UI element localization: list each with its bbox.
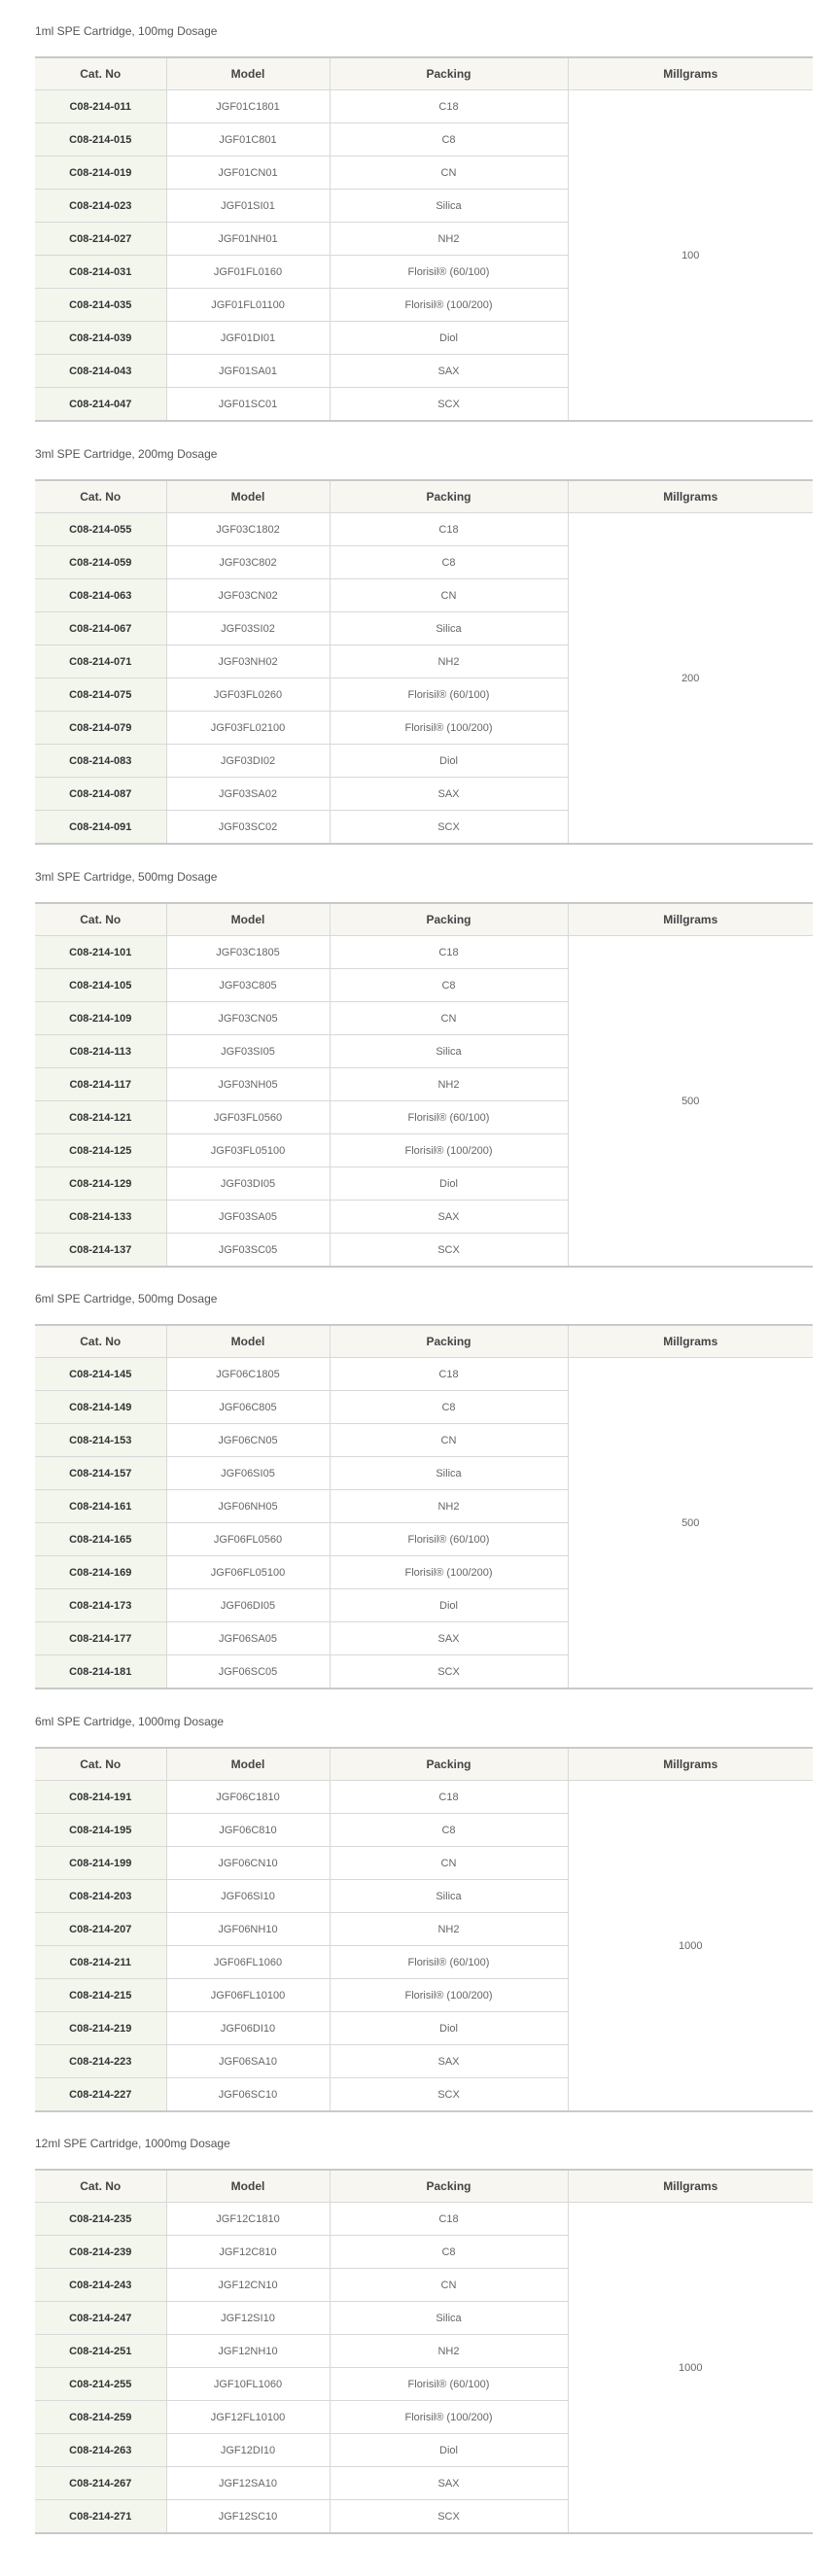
cat-no-cell: C08-214-019 — [35, 157, 166, 190]
header-model: Model — [166, 1325, 330, 1358]
cat-no-cell: C08-214-219 — [35, 2012, 166, 2045]
cat-no-cell: C08-214-207 — [35, 1913, 166, 1946]
header-millgrams: Millgrams — [568, 903, 813, 936]
packing-cell: Diol — [330, 2434, 568, 2467]
model-cell: JGF12CN10 — [166, 2269, 330, 2302]
model-cell: JGF12NH10 — [166, 2335, 330, 2368]
millgrams-cell: 100 — [568, 90, 813, 422]
header-cat-no: Cat. No — [35, 903, 166, 936]
packing-cell: NH2 — [330, 2335, 568, 2368]
cat-no-cell: C08-214-259 — [35, 2401, 166, 2434]
section-title: 1ml SPE Cartridge, 100mg Dosage — [35, 24, 218, 38]
model-cell: JGF06C1810 — [166, 1781, 330, 1814]
cat-no-cell: C08-214-059 — [35, 546, 166, 579]
packing-cell: C18 — [330, 1358, 568, 1391]
millgrams-cell: 500 — [568, 936, 813, 1268]
model-cell: JGF03SA05 — [166, 1201, 330, 1234]
cat-no-cell: C08-214-109 — [35, 1002, 166, 1035]
packing-cell: SAX — [330, 2467, 568, 2500]
cat-no-cell: C08-214-133 — [35, 1201, 166, 1234]
header-millgrams: Millgrams — [568, 1325, 813, 1358]
packing-cell: C18 — [330, 1781, 568, 1814]
cat-no-cell: C08-214-263 — [35, 2434, 166, 2467]
cat-no-cell: C08-214-027 — [35, 223, 166, 256]
model-cell: JGF06SA05 — [166, 1622, 330, 1655]
packing-cell: Silica — [330, 190, 568, 223]
model-cell: JGF01FL01100 — [166, 289, 330, 322]
packing-cell: Florisil® (100/200) — [330, 1134, 568, 1167]
model-cell: JGF01SI01 — [166, 190, 330, 223]
table-header-row — [35, 903, 813, 936]
model-cell: JGF06C810 — [166, 1814, 330, 1847]
packing-cell: Florisil® (60/100) — [330, 1101, 568, 1134]
cat-no-cell: C08-214-075 — [35, 679, 166, 712]
cat-no-cell: C08-214-227 — [35, 2078, 166, 2112]
model-cell: JGF03FL02100 — [166, 712, 330, 745]
header-packing: Packing — [330, 57, 568, 90]
model-cell: JGF06FL10100 — [166, 1979, 330, 2012]
section-title: 6ml SPE Cartridge, 500mg Dosage — [35, 1292, 218, 1305]
packing-cell: Florisil® (60/100) — [330, 1946, 568, 1979]
cat-no-cell: C08-214-137 — [35, 1234, 166, 1268]
model-cell: JGF06FL1060 — [166, 1946, 330, 1979]
cat-no-cell: C08-214-063 — [35, 579, 166, 612]
cat-no-cell: C08-214-177 — [35, 1622, 166, 1655]
model-cell: JGF06CN05 — [166, 1424, 330, 1457]
table-header-row — [35, 480, 813, 513]
millgrams-cell: 1000 — [568, 2203, 813, 2534]
header-cat-no: Cat. No — [35, 2170, 166, 2203]
cat-no-cell: C08-214-211 — [35, 1946, 166, 1979]
header-model: Model — [166, 480, 330, 513]
cat-no-cell: C08-214-071 — [35, 645, 166, 679]
model-cell: JGF12SA10 — [166, 2467, 330, 2500]
cat-no-cell: C08-214-243 — [35, 2269, 166, 2302]
section-title: 6ml SPE Cartridge, 1000mg Dosage — [35, 1715, 225, 1728]
model-cell: JGF03C1805 — [166, 936, 330, 969]
cat-no-cell: C08-214-149 — [35, 1391, 166, 1424]
product-table — [35, 1747, 813, 2112]
packing-cell: CN — [330, 157, 568, 190]
model-cell: JGF12FL10100 — [166, 2401, 330, 2434]
table-header-row — [35, 1748, 813, 1781]
model-cell: JGF12SC10 — [166, 2500, 330, 2534]
packing-cell: C18 — [330, 513, 568, 546]
model-cell: JGF06FL05100 — [166, 1556, 330, 1589]
cat-no-cell: C08-214-105 — [35, 969, 166, 1002]
model-cell: JGF01NH01 — [166, 223, 330, 256]
table-header-row — [35, 57, 813, 90]
table-header-row — [35, 2170, 813, 2203]
packing-cell: C8 — [330, 1814, 568, 1847]
cat-no-cell: C08-214-023 — [35, 190, 166, 223]
header-packing: Packing — [330, 2170, 568, 2203]
model-cell: JGF01CN01 — [166, 157, 330, 190]
millgrams-cell: 200 — [568, 513, 813, 845]
cat-no-cell: C08-214-199 — [35, 1847, 166, 1880]
cat-no-cell: C08-214-247 — [35, 2302, 166, 2335]
cat-no-cell: C08-214-015 — [35, 123, 166, 157]
model-cell: JGF03FL0260 — [166, 679, 330, 712]
product-table — [35, 2169, 813, 2534]
model-cell: JGF06C1805 — [166, 1358, 330, 1391]
header-model: Model — [166, 1748, 330, 1781]
table-row — [35, 90, 813, 123]
model-cell: JGF03NH02 — [166, 645, 330, 679]
packing-cell: Diol — [330, 1167, 568, 1201]
model-cell: JGF06CN10 — [166, 1847, 330, 1880]
product-section — [35, 1289, 813, 1689]
cat-no-cell: C08-214-215 — [35, 1979, 166, 2012]
cat-no-cell: C08-214-055 — [35, 513, 166, 546]
model-cell: JGF03SA02 — [166, 778, 330, 811]
packing-cell: SCX — [330, 1234, 568, 1268]
header-packing: Packing — [330, 903, 568, 936]
packing-cell: CN — [330, 579, 568, 612]
packing-cell: Diol — [330, 322, 568, 355]
model-cell: JGF03NH05 — [166, 1068, 330, 1101]
header-cat-no: Cat. No — [35, 1748, 166, 1781]
packing-cell: SCX — [330, 388, 568, 422]
section-title: 12ml SPE Cartridge, 1000mg Dosage — [35, 2137, 230, 2150]
packing-cell: SCX — [330, 2078, 568, 2112]
product-section — [35, 444, 813, 845]
cat-no-cell: C08-214-195 — [35, 1814, 166, 1847]
model-cell: JGF06SC10 — [166, 2078, 330, 2112]
packing-cell: Diol — [330, 1589, 568, 1622]
header-packing: Packing — [330, 1325, 568, 1358]
packing-cell: SCX — [330, 2500, 568, 2534]
product-section — [35, 867, 813, 1268]
product-section — [35, 2134, 813, 2534]
header-cat-no: Cat. No — [35, 480, 166, 513]
model-cell: JGF01DI01 — [166, 322, 330, 355]
table-row — [35, 513, 813, 546]
cat-no-cell: C08-214-039 — [35, 322, 166, 355]
packing-cell: NH2 — [330, 1913, 568, 1946]
packing-cell: C8 — [330, 546, 568, 579]
packing-cell: NH2 — [330, 1490, 568, 1523]
cat-no-cell: C08-214-083 — [35, 745, 166, 778]
model-cell: JGF06C805 — [166, 1391, 330, 1424]
table-row — [35, 1358, 813, 1391]
header-packing: Packing — [330, 1748, 568, 1781]
packing-cell: Silica — [330, 612, 568, 645]
packing-cell: Florisil® (60/100) — [330, 2368, 568, 2401]
product-section — [35, 1712, 813, 2112]
packing-cell: Florisil® (100/200) — [330, 1979, 568, 2012]
section-title: 3ml SPE Cartridge, 500mg Dosage — [35, 870, 218, 884]
table-row — [35, 936, 813, 969]
header-millgrams: Millgrams — [568, 2170, 813, 2203]
cat-no-cell: C08-214-191 — [35, 1781, 166, 1814]
cat-no-cell: C08-214-173 — [35, 1589, 166, 1622]
cat-no-cell: C08-214-121 — [35, 1101, 166, 1134]
cat-no-cell: C08-214-031 — [35, 256, 166, 289]
packing-cell: Diol — [330, 745, 568, 778]
packing-cell: Silica — [330, 1880, 568, 1913]
packing-cell: SAX — [330, 355, 568, 388]
model-cell: JGF03SC05 — [166, 1234, 330, 1268]
product-table — [35, 902, 813, 1268]
cat-no-cell: C08-214-251 — [35, 2335, 166, 2368]
model-cell: JGF01FL0160 — [166, 256, 330, 289]
cat-no-cell: C08-214-113 — [35, 1035, 166, 1068]
header-cat-no: Cat. No — [35, 1325, 166, 1358]
model-cell: JGF06DI10 — [166, 2012, 330, 2045]
table-row — [35, 1781, 813, 1814]
packing-cell: SAX — [330, 1622, 568, 1655]
header-millgrams: Millgrams — [568, 480, 813, 513]
model-cell: JGF03CN02 — [166, 579, 330, 612]
cat-no-cell: C08-214-165 — [35, 1523, 166, 1556]
cat-no-cell: C08-214-117 — [35, 1068, 166, 1101]
model-cell: JGF10FL1060 — [166, 2368, 330, 2401]
cat-no-cell: C08-214-271 — [35, 2500, 166, 2534]
millgrams-cell: 500 — [568, 1358, 813, 1689]
cat-no-cell: C08-214-153 — [35, 1424, 166, 1457]
packing-cell: Florisil® (100/200) — [330, 2401, 568, 2434]
packing-cell: Florisil® (100/200) — [330, 289, 568, 322]
packing-cell: Florisil® (60/100) — [330, 256, 568, 289]
model-cell: JGF03C802 — [166, 546, 330, 579]
cat-no-cell: C08-214-203 — [35, 1880, 166, 1913]
packing-cell: C18 — [330, 936, 568, 969]
model-cell: JGF03C1802 — [166, 513, 330, 546]
packing-cell: CN — [330, 1002, 568, 1035]
packing-cell: Silica — [330, 2302, 568, 2335]
packing-cell: C18 — [330, 90, 568, 123]
cat-no-cell: C08-214-235 — [35, 2203, 166, 2236]
cat-no-cell: C08-214-223 — [35, 2045, 166, 2078]
model-cell: JGF03DI02 — [166, 745, 330, 778]
packing-cell: NH2 — [330, 223, 568, 256]
packing-cell: SAX — [330, 1201, 568, 1234]
packing-cell: Florisil® (100/200) — [330, 1556, 568, 1589]
cat-no-cell: C08-214-047 — [35, 388, 166, 422]
model-cell: JGF01SC01 — [166, 388, 330, 422]
model-cell: JGF03FL0560 — [166, 1101, 330, 1134]
cat-no-cell: C08-214-101 — [35, 936, 166, 969]
packing-cell: Florisil® (60/100) — [330, 679, 568, 712]
packing-cell: C8 — [330, 2236, 568, 2269]
header-millgrams: Millgrams — [568, 57, 813, 90]
model-cell: JGF01C801 — [166, 123, 330, 157]
model-cell: JGF06NH10 — [166, 1913, 330, 1946]
cat-no-cell: C08-214-255 — [35, 2368, 166, 2401]
product-section — [35, 21, 813, 422]
header-cat-no: Cat. No — [35, 57, 166, 90]
packing-cell: Diol — [330, 2012, 568, 2045]
model-cell: JGF03C805 — [166, 969, 330, 1002]
model-cell: JGF03SI05 — [166, 1035, 330, 1068]
cat-no-cell: C08-214-043 — [35, 355, 166, 388]
packing-cell: NH2 — [330, 645, 568, 679]
cat-no-cell: C08-214-067 — [35, 612, 166, 645]
table-row — [35, 2203, 813, 2236]
cat-no-cell: C08-214-087 — [35, 778, 166, 811]
model-cell: JGF06SI05 — [166, 1457, 330, 1490]
cat-no-cell: C08-214-145 — [35, 1358, 166, 1391]
model-cell: JGF01C1801 — [166, 90, 330, 123]
packing-cell: Silica — [330, 1457, 568, 1490]
model-cell: JGF12DI10 — [166, 2434, 330, 2467]
packing-cell: SCX — [330, 811, 568, 845]
header-model: Model — [166, 903, 330, 936]
cat-no-cell: C08-214-079 — [35, 712, 166, 745]
model-cell: JGF06SC05 — [166, 1655, 330, 1689]
model-cell: JGF03SC02 — [166, 811, 330, 845]
model-cell: JGF06SI10 — [166, 1880, 330, 1913]
product-table — [35, 56, 813, 422]
packing-cell: NH2 — [330, 1068, 568, 1101]
model-cell: JGF12C810 — [166, 2236, 330, 2269]
cat-no-cell: C08-214-239 — [35, 2236, 166, 2269]
product-table — [35, 479, 813, 845]
model-cell: JGF06NH05 — [166, 1490, 330, 1523]
packing-cell: C8 — [330, 123, 568, 157]
packing-cell: Florisil® (60/100) — [330, 1523, 568, 1556]
packing-cell: SAX — [330, 778, 568, 811]
packing-cell: C8 — [330, 969, 568, 1002]
packing-cell: CN — [330, 1424, 568, 1457]
cat-no-cell: C08-214-011 — [35, 90, 166, 123]
model-cell: JGF06DI05 — [166, 1589, 330, 1622]
cat-no-cell: C08-214-157 — [35, 1457, 166, 1490]
model-cell: JGF03FL05100 — [166, 1134, 330, 1167]
packing-cell: CN — [330, 1847, 568, 1880]
model-cell: JGF01SA01 — [166, 355, 330, 388]
section-title: 3ml SPE Cartridge, 200mg Dosage — [35, 447, 218, 461]
packing-cell: C8 — [330, 1391, 568, 1424]
cat-no-cell: C08-214-181 — [35, 1655, 166, 1689]
model-cell: JGF12C1810 — [166, 2203, 330, 2236]
packing-cell: Florisil® (100/200) — [330, 712, 568, 745]
cat-no-cell: C08-214-129 — [35, 1167, 166, 1201]
cat-no-cell: C08-214-161 — [35, 1490, 166, 1523]
cat-no-cell: C08-214-091 — [35, 811, 166, 845]
header-model: Model — [166, 2170, 330, 2203]
cat-no-cell: C08-214-035 — [35, 289, 166, 322]
model-cell: JGF06FL0560 — [166, 1523, 330, 1556]
packing-cell: SCX — [330, 1655, 568, 1689]
model-cell: JGF03CN05 — [166, 1002, 330, 1035]
model-cell: JGF06SA10 — [166, 2045, 330, 2078]
table-header-row — [35, 1325, 813, 1358]
header-packing: Packing — [330, 480, 568, 513]
packing-cell: SAX — [330, 2045, 568, 2078]
millgrams-cell: 1000 — [568, 1781, 813, 2112]
packing-cell: C18 — [330, 2203, 568, 2236]
model-cell: JGF03SI02 — [166, 612, 330, 645]
cat-no-cell: C08-214-125 — [35, 1134, 166, 1167]
cat-no-cell: C08-214-267 — [35, 2467, 166, 2500]
header-model: Model — [166, 57, 330, 90]
cat-no-cell: C08-214-169 — [35, 1556, 166, 1589]
packing-cell: CN — [330, 2269, 568, 2302]
header-millgrams: Millgrams — [568, 1748, 813, 1781]
packing-cell: Silica — [330, 1035, 568, 1068]
model-cell: JGF03DI05 — [166, 1167, 330, 1201]
model-cell: JGF12SI10 — [166, 2302, 330, 2335]
product-table — [35, 1324, 813, 1689]
